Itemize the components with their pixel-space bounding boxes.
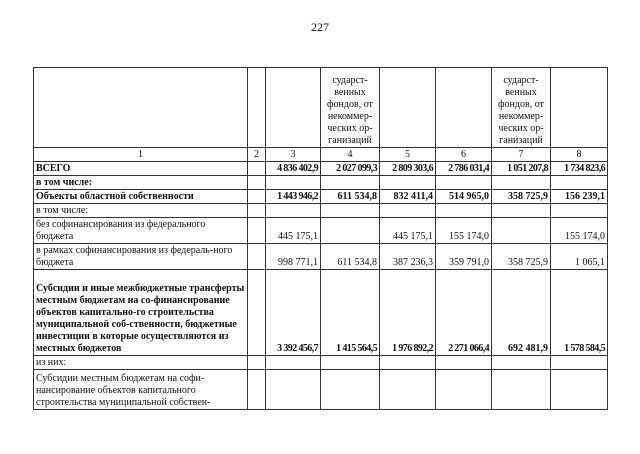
column-number: 1 (34, 148, 248, 162)
value-cell (551, 176, 608, 190)
value-cell (266, 176, 321, 190)
header-cell-5 (380, 68, 436, 148)
value-cell (266, 204, 321, 218)
value-cell: 998 771,1 (266, 244, 321, 270)
value-cell (321, 176, 380, 190)
header-cell-6 (436, 68, 492, 148)
value-cell (380, 176, 436, 190)
value-cell (266, 356, 321, 370)
value-cell (321, 218, 380, 244)
value-cell: 1 051 207,8 (492, 162, 551, 176)
value-cell: 1 415 564,5 (321, 270, 380, 356)
header-cell-8 (551, 68, 608, 148)
row-label: в том числе: (34, 176, 248, 190)
header-cell-1 (34, 68, 248, 148)
value-cell (551, 370, 608, 410)
row-code (248, 218, 266, 244)
header-cell-4: сударст-венных фондов, от некоммер-ческих ор-ганизаций (321, 68, 380, 148)
value-cell: 155 174,0 (551, 218, 608, 244)
row-label: в том числе: (34, 204, 248, 218)
value-cell (492, 356, 551, 370)
value-cell (266, 370, 321, 410)
value-cell (436, 204, 492, 218)
value-cell: 445 175,1 (380, 218, 436, 244)
header-row (34, 68, 608, 148)
value-cell: 4 836 402,9 (266, 162, 321, 176)
header-cell-7: сударст-венных фондов, от некоммер-ческих ор-ганизаций (492, 68, 551, 148)
row-label: Объекты областной собственности (34, 190, 248, 204)
value-cell (380, 356, 436, 370)
row-label: Субсидии местным бюджетам на софи-нансирование объектов капитального строительства муниципальной собствен- (34, 370, 248, 410)
value-cell: 1 578 584,5 (551, 270, 608, 356)
value-cell (551, 356, 608, 370)
table-row (34, 356, 608, 370)
value-cell: 611 534,8 (321, 190, 380, 204)
value-cell: 358 725,9 (492, 190, 551, 204)
row-label: ВСЕГО (34, 162, 248, 176)
row-label: из них: (34, 356, 248, 370)
table-row (34, 204, 608, 218)
table-row (34, 270, 608, 356)
value-cell: 692 481,9 (492, 270, 551, 356)
table-row (34, 218, 608, 244)
value-cell (551, 204, 608, 218)
column-number: 5 (380, 148, 436, 162)
value-cell (321, 356, 380, 370)
value-cell: 387 236,3 (380, 244, 436, 270)
table-row (34, 176, 608, 190)
value-cell: 2 027 099,3 (321, 162, 380, 176)
value-cell (380, 370, 436, 410)
value-cell (492, 176, 551, 190)
row-code (248, 244, 266, 270)
column-number: 7 (492, 148, 551, 162)
value-cell: 445 175,1 (266, 218, 321, 244)
header-cell-2 (248, 68, 266, 148)
value-cell (436, 356, 492, 370)
row-code (248, 370, 266, 410)
budget-table (33, 67, 608, 410)
value-cell: 1 065,1 (551, 244, 608, 270)
header-cell-3 (266, 68, 321, 148)
value-cell: 155 174,0 (436, 218, 492, 244)
value-cell: 1 734 823,6 (551, 162, 608, 176)
row-code (248, 204, 266, 218)
value-cell (436, 176, 492, 190)
value-cell: 2 809 303,6 (380, 162, 436, 176)
row-label: в рамках софинансирования из федераль-ного бюджета (34, 244, 248, 270)
row-label: Субсидии и иные межбюджетные трансферты местным бюджетам на со-финансирование объектов капитально-го строительства муниципальной соб-ственности, бюджетные инвестиции в которые осуществляются из местных бюджетов (34, 270, 248, 356)
value-cell: 514 965,0 (436, 190, 492, 204)
table-row (34, 244, 608, 270)
row-code (248, 190, 266, 204)
value-cell (380, 204, 436, 218)
value-cell (492, 204, 551, 218)
value-cell: 359 791,0 (436, 244, 492, 270)
value-cell: 358 725,9 (492, 244, 551, 270)
column-number-row (34, 148, 608, 162)
row-code (248, 270, 266, 356)
row-label: без софинансирования из федерального бюджета (34, 218, 248, 244)
value-cell (492, 370, 551, 410)
row-code (248, 176, 266, 190)
column-number: 2 (248, 148, 266, 162)
value-cell: 2 271 066,4 (436, 270, 492, 356)
value-cell: 611 534,8 (321, 244, 380, 270)
page-number: 227 (311, 20, 329, 34)
value-cell: 832 411,4 (380, 190, 436, 204)
value-cell (321, 370, 380, 410)
table-row (34, 162, 608, 176)
column-number: 4 (321, 148, 380, 162)
row-code (248, 356, 266, 370)
column-number: 8 (551, 148, 608, 162)
column-number: 6 (436, 148, 492, 162)
value-cell: 1 976 892,2 (380, 270, 436, 356)
value-cell: 3 392 456,7 (266, 270, 321, 356)
column-number: 3 (266, 148, 321, 162)
table-row (34, 370, 608, 410)
value-cell: 1 443 946,2 (266, 190, 321, 204)
row-code (248, 162, 266, 176)
value-cell (436, 370, 492, 410)
value-cell: 156 239,1 (551, 190, 608, 204)
value-cell (492, 218, 551, 244)
table-row (34, 190, 608, 204)
value-cell: 2 786 031,4 (436, 162, 492, 176)
value-cell (321, 204, 380, 218)
